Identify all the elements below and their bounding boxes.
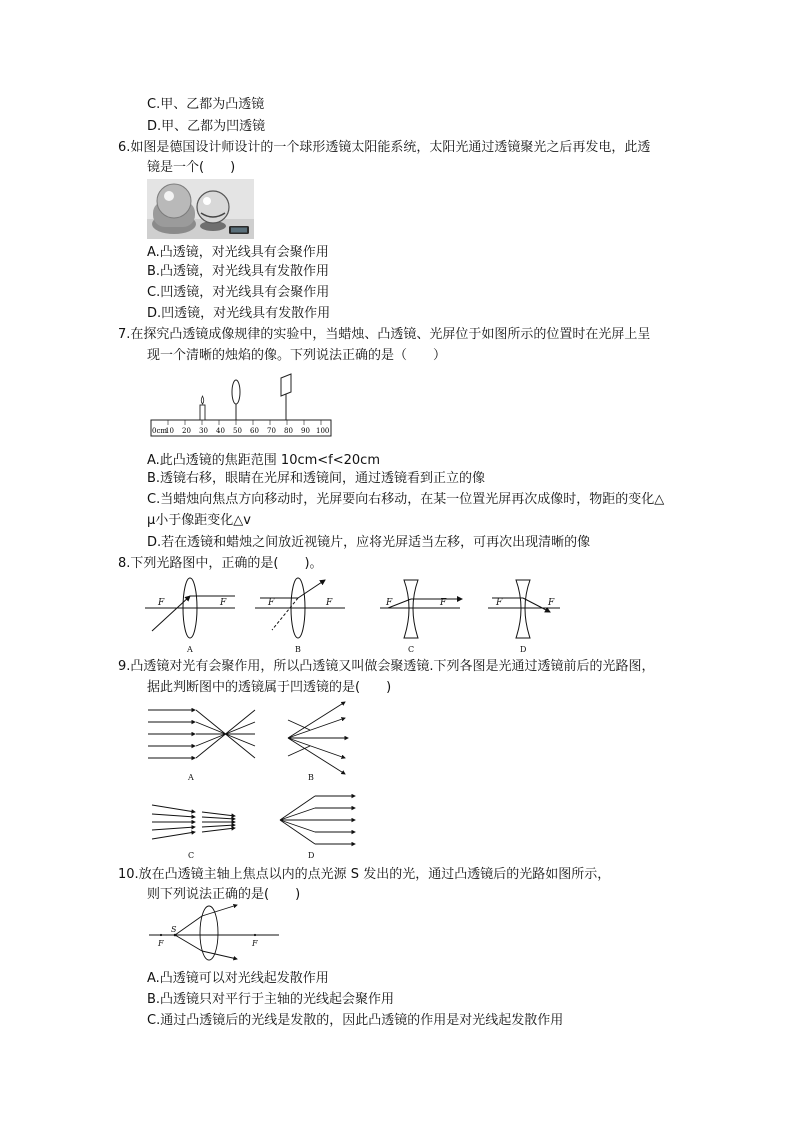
light-screen-icon xyxy=(281,374,291,420)
focus-label: F xyxy=(268,598,275,608)
diagram-label-b: B xyxy=(308,773,314,782)
ruler-tick-label: 40 xyxy=(216,427,225,435)
q7-stem-line2: 现一个清晰的烛焰的像。下列说法正确的是（ ） xyxy=(147,348,447,363)
q6-option-b: B.凸透镜，对光线具有发散作用 xyxy=(147,264,330,279)
q5-option-c: C.甲、乙都为凸透镜 xyxy=(147,97,265,112)
focus-label: F xyxy=(326,598,333,608)
ruler-tick-label: 70 xyxy=(267,427,276,435)
focus-label: F xyxy=(220,598,227,608)
focus-label: F xyxy=(158,939,164,948)
q10-lens-diagram xyxy=(147,903,282,961)
focus-label: F xyxy=(252,939,258,948)
focus-label: F xyxy=(386,598,393,608)
q10-option-c: C.通过凸透镜后的光线是发散的，因此凸透镜的作用是对光线起发散作用 xyxy=(147,1013,564,1028)
ruler-tick-label: 20 xyxy=(182,427,191,435)
focus-label: F xyxy=(158,598,165,608)
q9-stem-line1: 9.凸透镜对光有会聚作用，所以凸透镜又叫做会聚透镜.下列各图是光通过透镜前后的光路图， xyxy=(118,659,655,674)
q10-stem-line2: 则下列说法正确的是( ) xyxy=(147,887,301,902)
diagram-label-c: C xyxy=(188,851,195,860)
convex-lens-icon xyxy=(232,380,240,420)
ruler-tick-label: 10 xyxy=(165,427,174,435)
ruler-tick-label: 100 xyxy=(316,427,330,435)
q6-option-c: C.凹透镜，对光线具有会聚作用 xyxy=(147,285,330,300)
diagram-label-a: A xyxy=(188,773,194,782)
q5-option-d: D.甲、乙都为凹透镜 xyxy=(147,119,266,134)
q7-option-a: A.此凸透镜的焦距范围 10cm<f<20cm xyxy=(147,453,380,468)
q10-stem-line1: 10.放在凸透镜主轴上焦点以内的点光源 S 发出的光，通过凸透镜后的光路如图所示， xyxy=(118,867,611,882)
diagram-label-d: D xyxy=(308,851,315,860)
q6-stem-line2: 镜是一个( ) xyxy=(147,160,236,175)
q7-option-c-line2: μ小于像距变化△v xyxy=(147,513,251,528)
q8-stem: 8.下列光路图中，正确的是( )。 xyxy=(118,556,323,571)
q9-stem-line2: 据此判断图中的透镜属于凹透镜的是( ) xyxy=(147,680,392,695)
q8-ray-diagrams xyxy=(140,576,570,656)
q10-option-b: B.凸透镜只对平行于主轴的光线起会聚作用 xyxy=(147,992,395,1007)
q10-option-a: A.凸透镜可以对光线起发散作用 xyxy=(147,971,329,986)
ruler-unit-label: 0cm xyxy=(152,427,168,435)
focus-label: F xyxy=(440,598,447,608)
q6-stem-line1: 6.如图是德国设计师设计的一个球形透镜太阳能系统，太阳光通过透镜聚光之后再发电，此透 xyxy=(118,140,651,155)
ruler-tick-label: 30 xyxy=(199,427,208,435)
candle-icon xyxy=(200,396,205,420)
diagram-label-c: C xyxy=(408,645,415,654)
optical-bench-figure xyxy=(150,370,332,440)
q7-option-c-line1: C.当蜡烛向焦点方向移动时，光屏要向右移动，在某一位置光屏再次成像时，物距的变化△ xyxy=(147,492,665,507)
ruler-tick-label: 90 xyxy=(301,427,310,435)
ruler-tick-label: 80 xyxy=(284,427,293,435)
source-label: S xyxy=(171,925,177,934)
q7-option-b: B.透镜右移，眼睛在光屏和透镜间，通过透镜看到正立的像 xyxy=(147,471,486,486)
diagram-label-d: D xyxy=(520,645,527,654)
ruler-tick-label: 60 xyxy=(250,427,259,435)
q6-option-a: A.凸透镜，对光线具有会聚作用 xyxy=(147,245,329,260)
q9-ray-diagrams xyxy=(140,700,380,865)
q7-option-d: D.若在透镜和蜡烛之间放近视镜片，应将光屏适当左移，可再次出现清晰的像 xyxy=(147,535,591,550)
diagram-label-b: B xyxy=(295,645,301,654)
focus-label: F xyxy=(548,598,555,608)
solar-lens-photo xyxy=(147,179,254,239)
q7-stem-line1: 7.在探究凸透镜成像规律的实验中，当蜡烛、凸透镜、光屏位于如图所示的位置时在光屏上呈 xyxy=(118,327,651,342)
focus-label: F xyxy=(496,598,503,608)
q6-option-d: D.凹透镜，对光线具有发散作用 xyxy=(147,306,331,321)
diagram-label-a: A xyxy=(187,645,193,654)
ruler-tick-label: 50 xyxy=(233,427,242,435)
